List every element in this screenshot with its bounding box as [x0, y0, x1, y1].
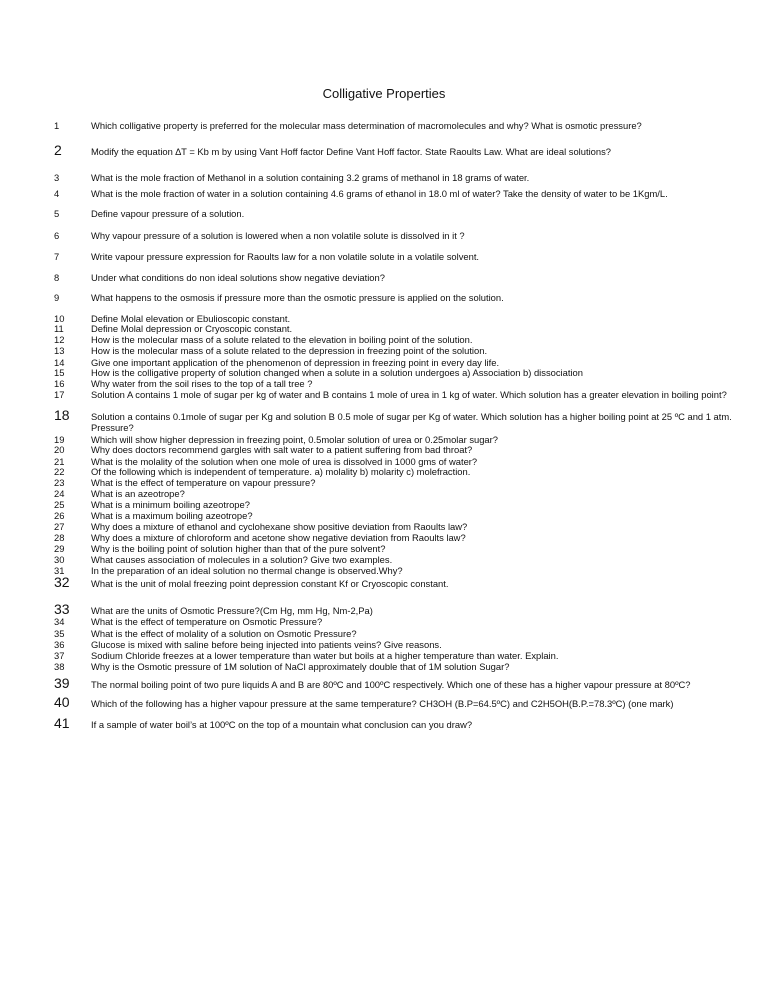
question-item — [54, 510, 734, 521]
question-text: If a sample of water boil’s at 100ºC on the top of a mountain what conclusion can you draw? — [91, 719, 473, 730]
question-text: What causes association of molecules in a solution? Give two examples. — [91, 554, 393, 565]
question-item — [54, 378, 734, 389]
question-item — [54, 230, 734, 241]
question-text: Why does a mixture of ethanol and cyclohexane show positive deviation from Raoults law? — [91, 521, 468, 532]
question-item — [54, 477, 734, 488]
question-text: Under what conditions do non ideal solutions show negative deviation? — [91, 272, 385, 283]
question-item — [54, 616, 734, 627]
question-number: 32 — [54, 574, 70, 590]
question-text: What is the effect of molality of a solution on Osmotic Pressure? — [91, 628, 357, 639]
question-text: Which of the following has a higher vapour pressure at the same temperature? CH3OH (B.P=64.5ºC) and C2H5OH(B.P.=78.3ºC) (one mark) — [91, 698, 674, 709]
question-item — [54, 532, 734, 543]
question-item — [54, 694, 734, 710]
question-text: Solution a contains 0.1mole of sugar per Kg and solution B 0.5 mole of sugar per Kg of water. Which solution has a higher boiling point at 25 ºC and 1 atm. Pressure? — [91, 411, 732, 434]
question-number: 11 — [54, 323, 64, 334]
question-item — [54, 172, 734, 183]
question-number: 5 — [54, 208, 60, 219]
question-item — [54, 334, 734, 345]
question-item — [54, 345, 734, 356]
question-number: 26 — [54, 510, 65, 521]
question-text: Write vapour pressure expression for Raoults law for a non volatile solute in a volatile solvent. — [91, 251, 480, 262]
question-text: Which will show higher depression in freezing point, 0.5molar solution of urea or 0.25molar sugar? — [91, 434, 498, 445]
question-number: 14 — [54, 357, 65, 368]
question-text: Define vapour pressure of a solution. — [91, 208, 245, 219]
question-item — [54, 208, 734, 219]
question-number: 36 — [54, 639, 65, 650]
question-text: How is the molecular mass of a solute related to the depression in freezing point of the solution. — [91, 345, 488, 356]
question-item — [54, 499, 734, 510]
question-item — [54, 407, 734, 434]
question-number: 1 — [54, 120, 60, 131]
question-number: 30 — [54, 554, 65, 565]
question-number: 31 — [54, 565, 65, 576]
question-text: Modify the equation ∆T = Kb m by using Vant Hoff factor Define Vant Hoff factor. State Raoults Law. What are ideal solutions? — [91, 146, 611, 157]
question-text: What happens to the osmosis if pressure more than the osmotic pressure is applied on the solution. — [91, 292, 504, 303]
question-number: 39 — [54, 675, 70, 691]
question-text: Sodium Chloride freezes at a lower temperature than water but boils at a higher temperature than water. Explain. — [91, 650, 559, 661]
question-number: 7 — [54, 251, 60, 262]
question-text: Why does a mixture of chloroform and acetone show negative deviation from Raoults law? — [91, 532, 466, 543]
question-number: 18 — [54, 407, 70, 423]
question-number: 8 — [54, 272, 60, 283]
question-number: 12 — [54, 334, 65, 345]
question-item — [54, 120, 734, 131]
question-number: 34 — [54, 616, 65, 627]
question-item — [54, 488, 734, 499]
question-item — [54, 466, 734, 477]
question-number: 3 — [54, 172, 60, 183]
question-text: What is the mole fraction of water in a solution containing 4.6 grams of ethanol in 18.0 ml of water? Take the density of water to be 1Kgm/L. — [91, 188, 668, 199]
question-item — [54, 565, 734, 576]
question-item — [54, 292, 734, 303]
question-text: Define Molal depression or Cryoscopic constant. — [91, 323, 293, 334]
question-item — [54, 272, 734, 283]
question-text: Why is the Osmotic pressure of 1M solution of NaCl approximately double that of 1M solution Sugar? — [91, 661, 510, 672]
question-number: 16 — [54, 378, 65, 389]
question-item — [54, 601, 734, 617]
question-number: 37 — [54, 650, 65, 661]
question-item — [54, 554, 734, 565]
question-item — [54, 367, 734, 378]
question-item — [54, 675, 734, 691]
question-text: Why does doctors recommend gargles with salt water to a patient suffering from bad throat? — [91, 444, 473, 455]
question-item — [54, 574, 734, 590]
question-number: 9 — [54, 292, 60, 303]
page-title: Colligative Properties — [322, 86, 446, 101]
question-text: Which colligative property is preferred for the molecular mass determination of macromolecules and why? What is osmotic pressure? — [91, 120, 642, 131]
question-number: 2 — [54, 142, 62, 158]
question-number: 17 — [54, 389, 65, 400]
question-text: Give one important application of the phenomenon of depression in freezing point in every day life. — [91, 357, 500, 368]
question-item — [54, 251, 734, 262]
question-item — [54, 639, 734, 650]
question-text: How is the colligative property of solution changed when a solute in a solution undergoes a) Association b) dissociation — [91, 367, 583, 378]
question-number: 33 — [54, 601, 70, 617]
question-text: What is a maximum boiling azeotrope? — [91, 510, 253, 521]
question-number: 15 — [54, 367, 65, 378]
question-number: 19 — [54, 434, 65, 445]
question-text: What is the molality of the solution when one mole of urea is dissolved in 1000 gms of water? — [91, 456, 478, 467]
question-text: Of the following which is independent of temperature. a) molality b) molarity c) molefraction. — [91, 466, 471, 477]
question-number: 35 — [54, 628, 65, 639]
question-item — [54, 188, 734, 199]
question-item — [54, 389, 734, 400]
question-text: Why vapour pressure of a solution is lowered when a non volatile solute is dissolved in it ? — [91, 230, 465, 241]
question-number: 41 — [54, 715, 70, 731]
question-number: 13 — [54, 345, 65, 356]
question-number: 24 — [54, 488, 65, 499]
question-text: What is the mole fraction of Methanol in a solution containing 3.2 grams of methanol in 18 grams of water. — [91, 172, 530, 183]
question-text: Glucose is mixed with saline before being injected into patients veins? Give reasons. — [91, 639, 442, 650]
question-item — [54, 543, 734, 554]
question-number: 22 — [54, 466, 65, 477]
question-item — [54, 650, 734, 661]
question-text: What is the unit of molal freezing point depression constant Kf or Cryoscopic constant. — [91, 578, 449, 589]
question-number: 27 — [54, 521, 65, 532]
question-number: 40 — [54, 694, 70, 710]
question-number: 6 — [54, 230, 60, 241]
question-text: Why is the boiling point of solution higher than that of the pure solvent? — [91, 543, 386, 554]
question-number: 23 — [54, 477, 65, 488]
question-number: 38 — [54, 661, 65, 672]
question-item — [54, 521, 734, 532]
question-text: What is the effect of temperature on Osmotic Pressure? — [91, 616, 323, 627]
question-number: 4 — [54, 188, 60, 199]
question-number: 28 — [54, 532, 65, 543]
question-item — [54, 628, 734, 639]
question-text: In the preparation of an ideal solution no thermal change is observed.Why? — [91, 565, 403, 576]
question-text: How is the molecular mass of a solute related to the elevation in boiling point of the solution. — [91, 334, 473, 345]
question-number: 29 — [54, 543, 65, 554]
question-number: 20 — [54, 444, 65, 455]
question-text: What is the effect of temperature on vapour pressure? — [91, 477, 316, 488]
question-text: Why water from the soil rises to the top of a tall tree ? — [91, 378, 313, 389]
question-item — [54, 142, 734, 158]
question-text: What is an azeotrope? — [91, 488, 185, 499]
question-item — [54, 715, 734, 731]
question-number: 25 — [54, 499, 65, 510]
question-text: The normal boiling point of two pure liquids A and B are 80ºC and 100ºC respectively. Which one of these has a higher vapour pressure at 80ºC? — [91, 679, 691, 690]
question-text: Define Molal elevation or Ebulioscopic constant. — [91, 313, 291, 324]
question-text: What is a minimum boiling azeotrope? — [91, 499, 250, 510]
question-item — [54, 661, 734, 672]
question-text: What are the units of Osmotic Pressure?(Cm Hg, mm Hg, Nm-2,Pa) — [91, 605, 373, 616]
question-item — [54, 323, 734, 334]
question-text: Solution A contains 1 mole of sugar per kg of water and B contains 1 mole of urea in 1 kg of water. Which solution has a greater elevation in boiling point? — [91, 389, 727, 400]
question-number: 10 — [54, 313, 65, 324]
question-number: 21 — [54, 456, 65, 467]
question-item — [54, 444, 734, 455]
